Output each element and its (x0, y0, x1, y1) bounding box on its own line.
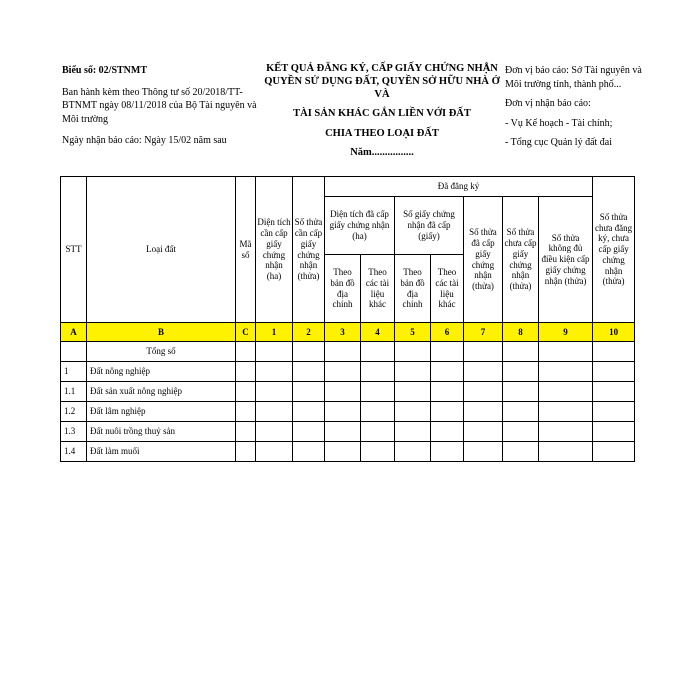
header-land-type: Loại đất (87, 177, 236, 323)
row-value-cell[interactable] (593, 382, 635, 402)
table-row (61, 362, 635, 382)
report-title-block (258, 62, 506, 165)
header-parcels-issued: Số thửa đã cấp giấy chứng nhận (thửa) (464, 197, 503, 323)
row-value-cell[interactable] (325, 402, 361, 422)
row-value-cell[interactable] (431, 342, 464, 362)
row-value-cell[interactable] (395, 382, 431, 402)
row-value-cell[interactable] (539, 442, 593, 462)
index-cell: A (61, 323, 87, 342)
row-value-cell[interactable] (395, 342, 431, 362)
row-value-cell[interactable] (539, 422, 593, 442)
header-area-by-map: Theo bản đồ địa chính (325, 255, 361, 323)
table-row (61, 422, 635, 442)
index-cell: 9 (539, 323, 593, 342)
row-land-type: Tổng số (87, 342, 236, 362)
table-row (61, 342, 635, 362)
row-value-cell[interactable] (293, 402, 325, 422)
row-stt: 1.1 (61, 382, 87, 402)
row-value-cell[interactable] (256, 442, 293, 462)
land-registration-table (60, 176, 635, 462)
header-stt: STT (61, 177, 87, 323)
row-value-cell[interactable] (256, 402, 293, 422)
index-cell: 2 (293, 323, 325, 342)
row-stt: 1.3 (61, 422, 87, 442)
row-value-cell[interactable] (256, 422, 293, 442)
row-land-type: Đất làm muối (87, 442, 236, 462)
row-value-cell[interactable] (464, 402, 503, 422)
row-value-cell[interactable] (503, 422, 539, 442)
row-value-cell[interactable] (293, 442, 325, 462)
row-value-cell[interactable] (431, 442, 464, 462)
row-land-type: Đất nuôi trồng thuỷ sản (87, 422, 236, 442)
row-value-cell[interactable] (236, 362, 256, 382)
index-cell: 4 (361, 323, 395, 342)
header-parcels-needed: Số thửa cần cấp giấy chứng nhận (thửa) (293, 177, 325, 323)
receiver-1: - Vụ Kế hoạch - Tài chính; (505, 117, 613, 129)
row-value-cell[interactable] (464, 382, 503, 402)
row-value-cell[interactable] (325, 422, 361, 442)
row-value-cell[interactable] (539, 342, 593, 362)
row-stt: 1.2 (61, 402, 87, 422)
row-value-cell[interactable] (431, 382, 464, 402)
row-value-cell[interactable] (464, 442, 503, 462)
row-land-type: Đất lâm nghiệp (87, 402, 236, 422)
index-cell: 1 (256, 323, 293, 342)
row-value-cell[interactable] (464, 342, 503, 362)
report-title-line-2: TÀI SẢN KHÁC GẮN LIỀN VỚI ĐẤT (293, 108, 471, 120)
row-value-cell[interactable] (503, 402, 539, 422)
report-meta-right (505, 64, 645, 156)
row-value-cell[interactable] (395, 402, 431, 422)
table-row (61, 402, 635, 422)
row-value-cell[interactable] (539, 362, 593, 382)
row-value-cell[interactable] (236, 442, 256, 462)
header-parcels-ineligible: Số thửa không đủ điều kiện cấp giấy chứng nhận (thửa) (539, 197, 593, 323)
row-value-cell[interactable] (236, 382, 256, 402)
row-value-cell[interactable] (236, 342, 256, 362)
header-certs-issued: Số giấy chứng nhận đã cấp (giấy) (395, 197, 464, 255)
header-registered-group: Đã đăng ký (325, 177, 593, 197)
header-area-by-docs: Theo các tài liệu khác (361, 255, 395, 323)
header-certs-by-docs: Theo các tài liệu khác (431, 255, 464, 323)
row-value-cell[interactable] (236, 422, 256, 442)
row-value-cell[interactable] (236, 402, 256, 422)
row-value-cell[interactable] (593, 402, 635, 422)
row-value-cell[interactable] (395, 362, 431, 382)
row-stt: 1 (61, 362, 87, 382)
row-value-cell[interactable] (395, 442, 431, 462)
row-value-cell[interactable] (361, 362, 395, 382)
row-value-cell[interactable] (325, 442, 361, 462)
row-stt: 1.4 (61, 442, 87, 462)
row-value-cell[interactable] (539, 402, 593, 422)
row-value-cell[interactable] (503, 442, 539, 462)
row-land-type: Đất nông nghiệp (87, 362, 236, 382)
column-index-row (61, 323, 635, 342)
index-cell: C (236, 323, 256, 342)
index-cell: 5 (395, 323, 431, 342)
index-cell: 6 (431, 323, 464, 342)
row-value-cell[interactable] (503, 382, 539, 402)
header-parcels-unregistered: Số thửa chưa đăng ký, chưa cấp giấy chứng nhận (thửa) (593, 177, 635, 323)
table-row (61, 382, 635, 402)
row-value-cell[interactable] (361, 402, 395, 422)
row-value-cell[interactable] (361, 382, 395, 402)
row-value-cell[interactable] (593, 442, 635, 462)
row-value-cell[interactable] (431, 362, 464, 382)
report-year: Năm................ (350, 146, 414, 158)
row-value-cell[interactable] (395, 422, 431, 442)
row-land-type: Đất sản xuất nông nghiệp (87, 382, 236, 402)
reporting-unit: Đơn vị báo cáo: Sở Tài nguyên và Môi trường tỉnh, thành phố... (505, 65, 642, 90)
row-value-cell[interactable] (464, 362, 503, 382)
row-value-cell[interactable] (431, 422, 464, 442)
receiver-2: - Tổng cục Quản lý đất đai (505, 137, 613, 148)
header-area-issued: Diện tích đã cấp giấy chứng nhận (ha) (325, 197, 395, 255)
row-value-cell[interactable] (325, 362, 361, 382)
row-value-cell[interactable] (293, 342, 325, 362)
row-stt (61, 342, 87, 362)
row-value-cell[interactable] (593, 362, 635, 382)
row-value-cell[interactable] (325, 342, 361, 362)
row-value-cell[interactable] (503, 342, 539, 362)
receiving-unit-label: Đơn vị nhận báo cáo: (505, 98, 591, 109)
row-value-cell[interactable] (293, 382, 325, 402)
report-title-line-3: CHIA THEO LOẠI ĐẤT (325, 127, 439, 139)
row-value-cell[interactable] (256, 362, 293, 382)
index-cell: 10 (593, 323, 635, 342)
index-cell: 7 (464, 323, 503, 342)
row-value-cell[interactable] (361, 422, 395, 442)
header-parcels-not-issued: Số thửa chưa cấp giấy chứng nhận (thửa) (503, 197, 539, 323)
row-value-cell[interactable] (464, 422, 503, 442)
header-area-needed: Diện tích cần cấp giấy chứng nhận (ha) (256, 177, 293, 323)
index-cell: 3 (325, 323, 361, 342)
row-value-cell[interactable] (361, 442, 395, 462)
form-code: Biểu số: 02/STNMT (62, 65, 148, 76)
row-value-cell[interactable] (325, 382, 361, 402)
index-cell: 8 (503, 323, 539, 342)
header-code: Mã số (236, 177, 256, 323)
report-meta-left (62, 64, 257, 156)
receive-date-text: Ngày nhận báo cáo: Ngày 15/02 năm sau (62, 135, 227, 146)
row-value-cell[interactable] (361, 342, 395, 362)
index-cell: B (87, 323, 236, 342)
row-value-cell[interactable] (503, 362, 539, 382)
row-value-cell[interactable] (293, 422, 325, 442)
row-value-cell[interactable] (593, 342, 635, 362)
header-certs-by-map: Theo bản đồ địa chính (395, 255, 431, 323)
row-value-cell[interactable] (256, 342, 293, 362)
report-title-line-1: KẾT QUẢ ĐĂNG KÝ, CẤP GIẤY CHỨNG NHẬN QUYỀN SỬ DỤNG ĐẤT, QUYỀN SỞ HỮU NHÀ Ở VÀ (264, 63, 500, 101)
row-value-cell[interactable] (293, 362, 325, 382)
row-value-cell[interactable] (593, 422, 635, 442)
table-row (61, 442, 635, 462)
row-value-cell[interactable] (256, 382, 293, 402)
issued-by-text: Ban hành kèm theo Thông tư số 20/2018/TT-BTNMT ngày 08/11/2018 của Bộ Tài nguyên và Môi trường (62, 86, 257, 125)
row-value-cell[interactable] (431, 402, 464, 422)
row-value-cell[interactable] (539, 382, 593, 402)
